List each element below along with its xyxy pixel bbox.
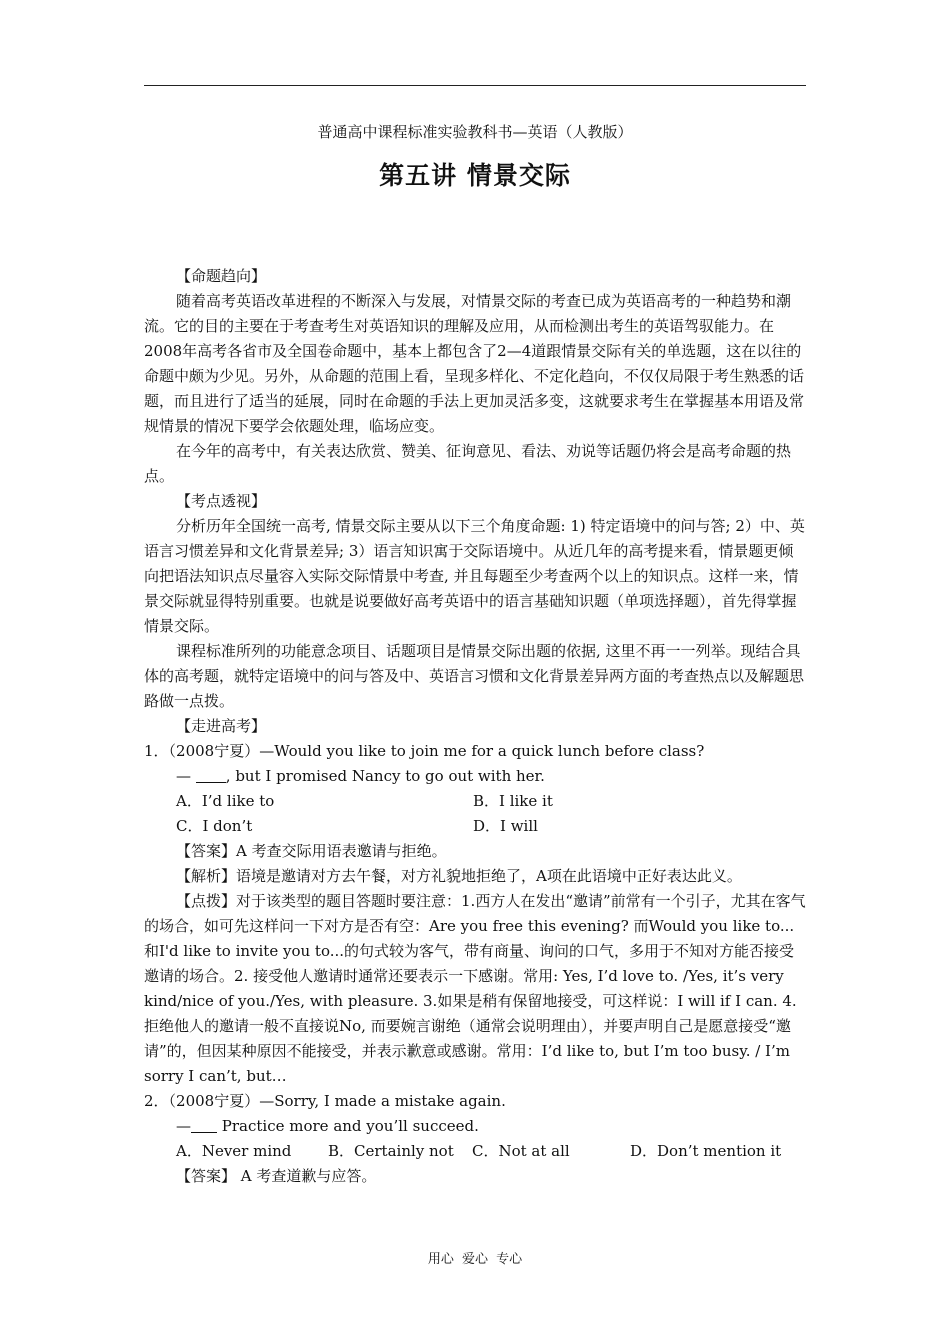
option-a: A．I’d like to xyxy=(176,792,275,810)
header-rule xyxy=(144,85,806,86)
option-d: D．Don’t mention it xyxy=(630,1142,782,1160)
reply-dash: — xyxy=(176,767,196,785)
option-c: C．Not at all xyxy=(472,1142,570,1160)
question-1-options-row-1 xyxy=(144,789,808,814)
question-1-tips: 【点拨】对于该类型的题目答题时要注意：1.西方人在发出“邀请”前常有一个引子，尤其在客气的场合，如可先这样问一下对方是否有空：Are you free this evening? 而Would you like to...和I'd like to invite you to...的句式较为客气，带有商量、询问的口气，多用于不知对方能否接受邀请的场合。2. 接受他人邀请时通常还要表示一下感谢。常用: Yes, I’d love to. /Yes, it’s very kind/nice of you./Yes, with pleasure. 3.如果是稍有保留地接受，可这样说：I will if I can. 4. 拒绝他人的邀请一般不直接说No, 而要婉言谢绝（通常会说明理由），并要声明自己是愿意接受“邀请”的，但因某种原因不能接受，并表示歉意或感谢。常用：I’d like to, but I’m too busy. / I’m sorry I can’t, but… xyxy=(144,892,806,1085)
option-d: D．I will xyxy=(473,817,538,835)
question-1-reply xyxy=(144,764,808,789)
question-2-stem: 2．（2008宁夏）—Sorry, I made a mistake again. xyxy=(144,1092,506,1110)
option-a: A．Never mind xyxy=(176,1142,292,1160)
paragraph-trend-1: 随着高考英语改革进程的不断深入与发展，对情景交际的考查已成为英语高考的一种趋势和潮流。它的目的主要在于考查考生对英语知识的理解及应用，从而检测出考生的英语驾驭能力。在2008年高考各省市及全国卷命题中，基本上都包含了2—4道跟情景交际有关的单选题，这在以往的命题中颇为少见。另外，从命题的范围上看，呈现多样化、不定化趋向，不仅仅局限于考生熟悉的话题，而且进行了适当的延展，同时在命题的手法上更加灵活多变，这就要求考生在掌握基本用语及常规情景的情况下要学会依题处理，临场应变。 xyxy=(144,292,805,435)
document-title: 第五讲 情景交际 xyxy=(379,161,571,190)
page-footer: 用心 爱心 专心 xyxy=(427,1252,523,1267)
answer-blank xyxy=(196,766,226,783)
question-1-answer: 【答案】A 考查交际用语表邀请与拒绝。 xyxy=(176,842,447,860)
paragraph-points-1: 分析历年全国统一高考, 情景交际主要从以下三个角度命题: 1) 特定语境中的问与答; 2）中、英语言习惯差异和文化背景差异; 3）语言知识寓于交际语境中。从近几年的高考提来看，情景题更倾向把语法知识点尽量容入实际交际情景中考查, 并且每题至少考查两个以上的知识点。这样一来，情景交际就显得特别重要。也就是说要做好高考英语中的语言基础知识题（单项选择题），首先得掌握情景交际。 xyxy=(144,517,805,635)
section-heading-exam: 【走进高考】 xyxy=(176,717,267,735)
reply-dash: — xyxy=(176,1117,191,1135)
question-2-options xyxy=(144,1139,808,1164)
question-1-options-row-2 xyxy=(144,814,808,839)
answer-blank xyxy=(191,1116,217,1133)
option-b: B．Certainly not xyxy=(328,1142,454,1160)
paragraph-trend-2: 在今年的高考中，有关表达欣赏、赞美、征询意见、看法、劝说等话题仍将会是高考命题的热点。 xyxy=(144,442,792,485)
question-2-reply xyxy=(144,1114,808,1139)
reply-text: , but I promised Nancy to go out with her. xyxy=(225,767,545,785)
option-b: B．I like it xyxy=(473,792,553,810)
section-heading-points: 【考点透视】 xyxy=(176,492,267,510)
question-1-stem: 1．（2008宁夏）—Would you like to join me for a quick lunch before class? xyxy=(144,742,705,760)
document-subtitle: 普通高中课程标准实验教科书—英语（人教版） xyxy=(317,123,633,141)
question-2-answer: 【答案】 A 考查道歉与应答。 xyxy=(176,1167,377,1185)
reply-text: Practice more and you’ll succeed. xyxy=(217,1117,479,1135)
option-c: C．I don’t xyxy=(176,817,253,835)
section-heading-trend: 【命题趋向】 xyxy=(176,267,267,285)
question-1-analysis: 【解析】语境是邀请对方去午餐，对方礼貌地拒绝了，A项在此语境中正好表达此义。 xyxy=(176,867,742,885)
paragraph-points-2: 课程标准所列的功能意念项目、话题项目是情景交际出题的依据, 这里不再一一列举。现结合具体的高考题，就特定语境中的问与答及中、英语言习惯和文化背景差异两方面的考查热点以及解题思路做一点拨。 xyxy=(144,642,805,710)
document-body xyxy=(144,264,808,1189)
